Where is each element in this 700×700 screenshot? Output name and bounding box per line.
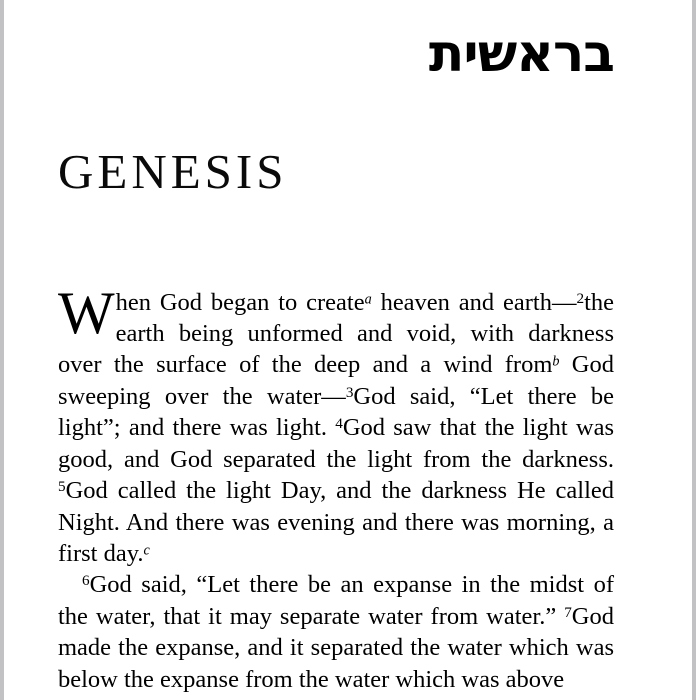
paragraph: When God began to create$^a$ heaven and earth—$^2$the earth being unformed and void, with darkness over the surface of the deep and a wind from$^b$ God sweeping over the water—$^3$God said, “Let there be light”; and there was light. $^4$God saw that the light was good, and God separated the light from the darkness. $^5$God called the light Day, and the darkness He called Night. And there was evening and there was morning, a first day.$^c$ bbox=[58, 279, 614, 567]
verse-number: 6 bbox=[82, 572, 90, 590]
verse-number: 3 bbox=[345, 383, 354, 401]
page-content bbox=[58, 0, 614, 700]
page-left-edge-strip bbox=[0, 0, 4, 700]
verse-number: 7 bbox=[564, 603, 572, 621]
verse-number: 5 bbox=[58, 478, 66, 496]
verse-number: 2 bbox=[576, 289, 585, 307]
page-right-edge-strip bbox=[692, 0, 696, 700]
footnote-marker[interactable]: c bbox=[143, 542, 150, 559]
scripture-body-text bbox=[58, 229, 614, 695]
footnote-marker[interactable]: b bbox=[552, 353, 560, 370]
verse-number: 4 bbox=[335, 415, 343, 433]
drop-cap-initial: W bbox=[58, 279, 115, 346]
footnote-marker[interactable]: a bbox=[364, 291, 372, 308]
book-title: GENESIS bbox=[58, 143, 288, 199]
paragraph: $^6$God said, “Let there be an expanse in the midst of the water, that it may separate water from water.” $^7$God made the expanse, and it separated the water which was below the expanse from the water which was above bbox=[58, 571, 614, 693]
running-head-hebrew-book-name: בראשית bbox=[428, 24, 614, 84]
